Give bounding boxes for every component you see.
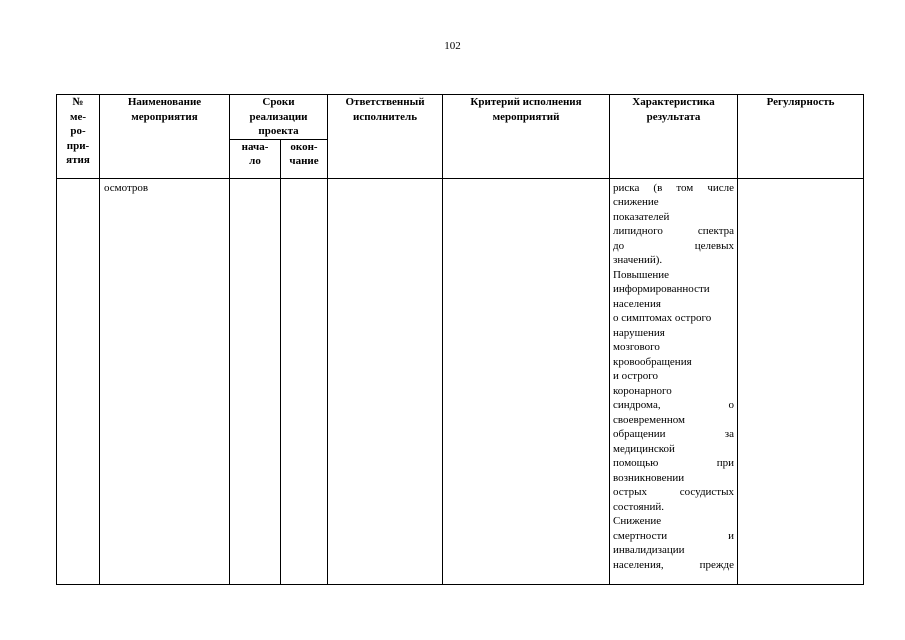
result-line: снижение — [613, 196, 659, 208]
header-number-line: № — [72, 96, 84, 108]
result-line: населения — [613, 297, 661, 310]
header-number-line: при- — [66, 139, 90, 152]
header-period — [230, 95, 328, 140]
cell-criterion — [443, 178, 610, 584]
header-start-line: нача- — [241, 140, 269, 153]
result-line: о симптомах острого — [613, 312, 712, 324]
cell-end — [281, 178, 328, 584]
table-row — [57, 178, 864, 584]
result-line: состояний. — [613, 500, 664, 513]
cell-number — [57, 178, 100, 584]
result-line: своевременном — [613, 413, 685, 426]
header-activity-name — [100, 95, 230, 179]
cell-activity-name: осмотров — [100, 178, 230, 584]
result-line: мозгового — [613, 341, 660, 353]
header-period-line: проекта — [258, 125, 299, 137]
activities-table — [56, 94, 864, 585]
result-line: липидного спектра — [613, 225, 735, 237]
result-line: показателей — [613, 210, 670, 223]
cell-start — [230, 178, 281, 584]
result-line: до целевых — [613, 239, 735, 252]
result-line: синдрома, о — [613, 399, 735, 411]
header-criterion — [443, 95, 610, 179]
result-line: и острого — [613, 370, 658, 382]
result-line: Повышение — [613, 268, 670, 281]
header-executor-text: Ответственный исполнитель — [345, 96, 425, 123]
header-number-line: ме- — [69, 110, 87, 123]
header-end — [281, 139, 328, 178]
result-line: острых сосудистых — [613, 486, 735, 498]
result-line: значений). — [613, 254, 663, 266]
header-number-line: ро- — [70, 125, 86, 137]
header-period-line: реализации — [249, 110, 308, 123]
result-line: смертности и — [613, 529, 735, 542]
header-regularity-text: Регулярность — [766, 96, 835, 108]
header-start — [230, 139, 281, 178]
page-number: 102 — [444, 40, 461, 52]
result-line: информированности — [613, 283, 710, 295]
cell-result — [610, 178, 738, 584]
header-result — [610, 95, 738, 179]
result-line: коронарного — [613, 384, 672, 397]
header-regularity — [738, 95, 864, 179]
result-line: возникновении — [613, 471, 685, 484]
header-result-text: Характеристика результата — [632, 96, 715, 123]
header-start-line: ло — [249, 155, 261, 167]
header-executor — [328, 95, 443, 179]
cell-executor — [328, 178, 443, 584]
cell-regularity — [738, 178, 864, 584]
header-number — [57, 95, 100, 179]
header-end-line: окон- — [290, 140, 318, 153]
result-line: Снижение — [613, 515, 662, 527]
header-end-line: чание — [289, 155, 319, 167]
header-criterion-text: Критерий исполнения мероприятий — [470, 96, 582, 123]
result-line: помощью при — [613, 457, 735, 469]
header-period-line: Сроки — [262, 96, 295, 108]
header-number-line: ятия — [66, 154, 90, 166]
result-line: медицинской — [613, 442, 675, 455]
header-activity-name-text: Наименование мероприятия — [127, 96, 202, 123]
result-line: кровообращения — [613, 355, 692, 368]
result-line: риска (в том числе — [613, 181, 735, 194]
result-line: населения, прежде — [613, 558, 735, 571]
result-line: нарушения — [613, 326, 665, 339]
result-line: обращении за — [613, 428, 735, 440]
result-line: инвалидизации — [613, 544, 685, 556]
